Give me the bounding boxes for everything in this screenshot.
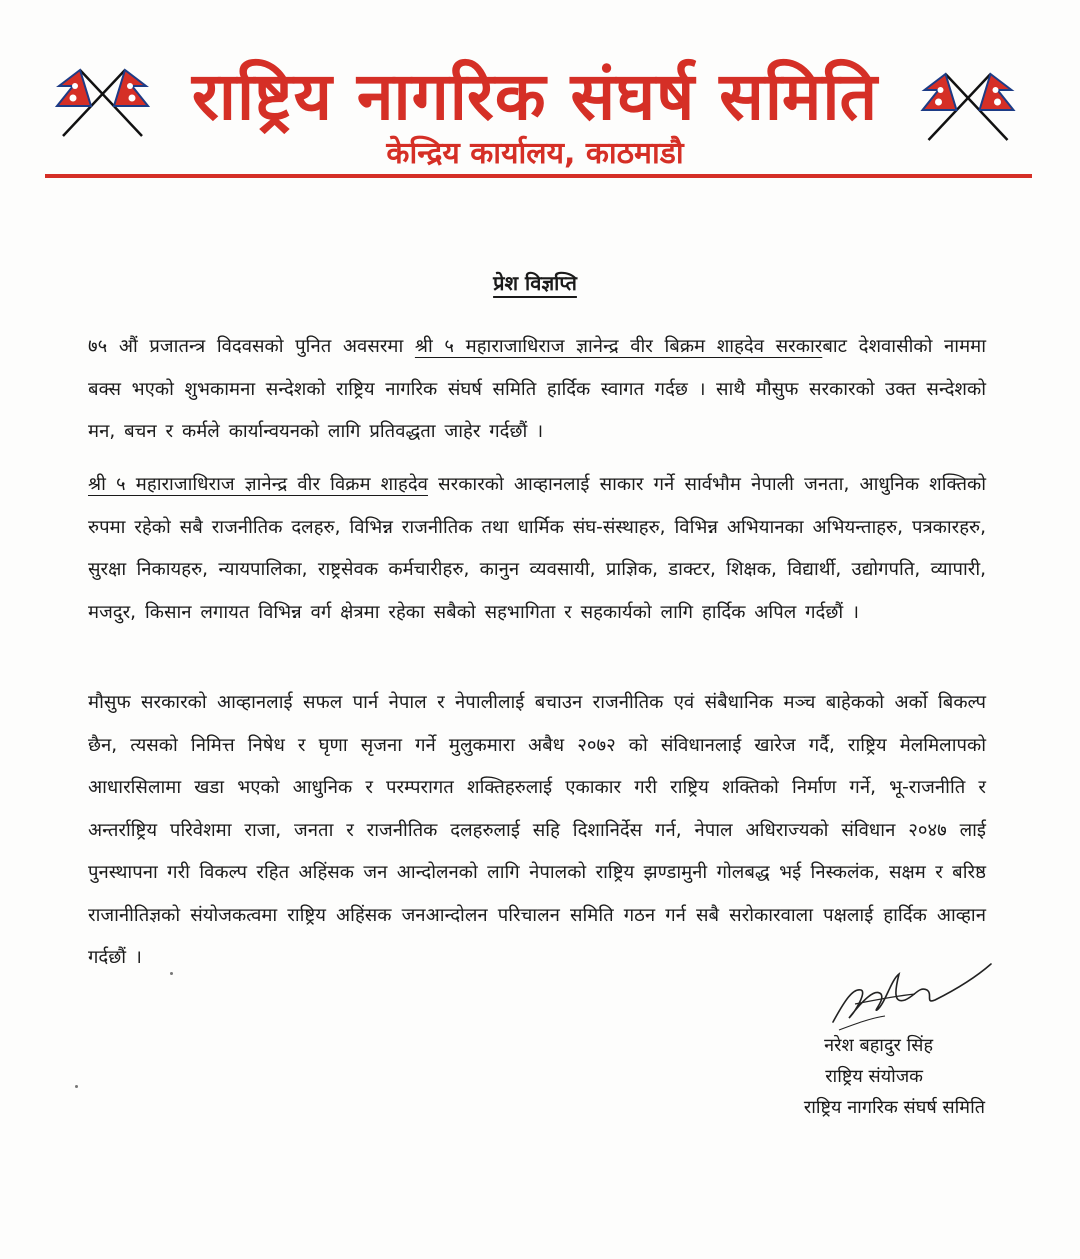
paragraph-2 [88,464,986,634]
document-heading: प्रेश विज्ञप्ति [493,271,577,295]
paragraph-1 [88,326,986,454]
signature-block [700,1030,985,1123]
paper-speck [170,972,173,975]
signatory-name: नरेश बहादुर सिंह [824,1035,933,1056]
letterhead-divider [45,174,1032,178]
paragraph-1-underlined: श्री ५ महाराजाधिराज ज्ञानेन्द्र वीर बिक्रम शाहदेव सरकार [414,336,823,357]
organization-name: राष्ट्रिय नागरिक संघर्ष समिति [191,58,879,135]
signatory-organization: राष्ट्रिय नागरिक संघर्ष समिति [803,1097,985,1118]
paragraph-2-underlined: श्री ५ महाराजाधिराज ज्ञानेन्द्र वीर विक्रम शाहदेव [88,474,428,495]
signatory-title: राष्ट्रिय संयोजक [825,1066,923,1087]
paragraph-2-end: सरकारको आव्हानलाई साकार गर्ने सार्वभौम नेपाली जनता, आधुनिक शक्तिको रुपमा रहेको सबै राजनीतिक दलहरु, विभिन्न राजनीतिक तथा धार्मिक संघ-संस्थाहरु, विभिन्न अभियानका अभियन्ताहरु, पत्रकारहरु, सुरक्षा निकायहरु, न्यायपालिका, राष्ट्रसेवक कर्मचारीहरु, कानुन व्यवसायी, प्राज्ञिक, डाक्टर, शिक्षक, विद्यार्थी, उद्योगपति, व्यापारी, मजदुर, किसान लगायत विभिन्न वर्ग क्षेत्रमा रहेका सबैको सहभागिता र सहकार्यको लागि हार्दिक अपिल गर्दछौं । [88,474,987,623]
crossed-nepal-flags-icon [918,62,1018,142]
crossed-nepal-flags-icon [55,58,150,138]
paragraph-3: मौसुफ सरकारको आव्हानलाई सफल पार्न नेपाल र नेपालीलाई बचाउन राजनीतिक एवं संबैधानिक मञ्च बाहेकको अर्को बिकल्प छैन, त्यसको निमित्त निषेध र घृणा सृजना गर्ने मुलुकमारा अबैध २०७२ को संविधानलाई खारेज गर्दै, राष्ट्रिय मेलमिलापको आधारसिलामा खडा भएको आधुनिक र परम्परागत शक्तिहरुलाई एकाकार गरी राष्ट्रिय शक्तिको निर्माण गर्ने, भू-राजनीति र अन्तर्राष्ट्रिय परिवेशमा राजा, जनता र राजनीतिक दलहरुलाई सहि दिशानिर्देस गर्न, नेपाल अधिराज्यको संविधान २०४७ लाई पुनस्थापना गरी विकल्प रहित अहिंसक जन आन्दोलनको लागि नेपालको राष्ट्रिय झण्डामुनी गोलबद्ध भई निस्कलंक, सक्षम र बरिष्ठ राजानीतिज्ञको संयोजकत्वमा राष्ट्रिय अहिंसक जनआन्दोलन परिचालन समिति गठन गर्न सबै सरोकारवाला पक्षलाई हार्दिक आव्हान गर्दछौं । [88,692,986,968]
office-location: केन्द्रिय कार्यालय, काठमाडौ [386,136,684,171]
handwritten-signature [815,960,995,1035]
paper-speck [75,1085,78,1088]
paragraph-1-start: ७५ औं प्रजातन्त्र विदवसको पुनित अवसरमा [88,336,415,357]
paragraph-1-end: बाट देशवासीको नाममा बक्स भएको शुभकामना सन्देशको राष्ट्रिय नागरिक संघर्ष समिति हार्दिक स्वागत गर्दछ । साथै मौसुफ सरकारको उक्त सन्देशको मन, बचन र कर्मले कार्यान्वयनको लागि प्रतिवद्धता जाहेर गर्दछौं । [88,336,987,442]
